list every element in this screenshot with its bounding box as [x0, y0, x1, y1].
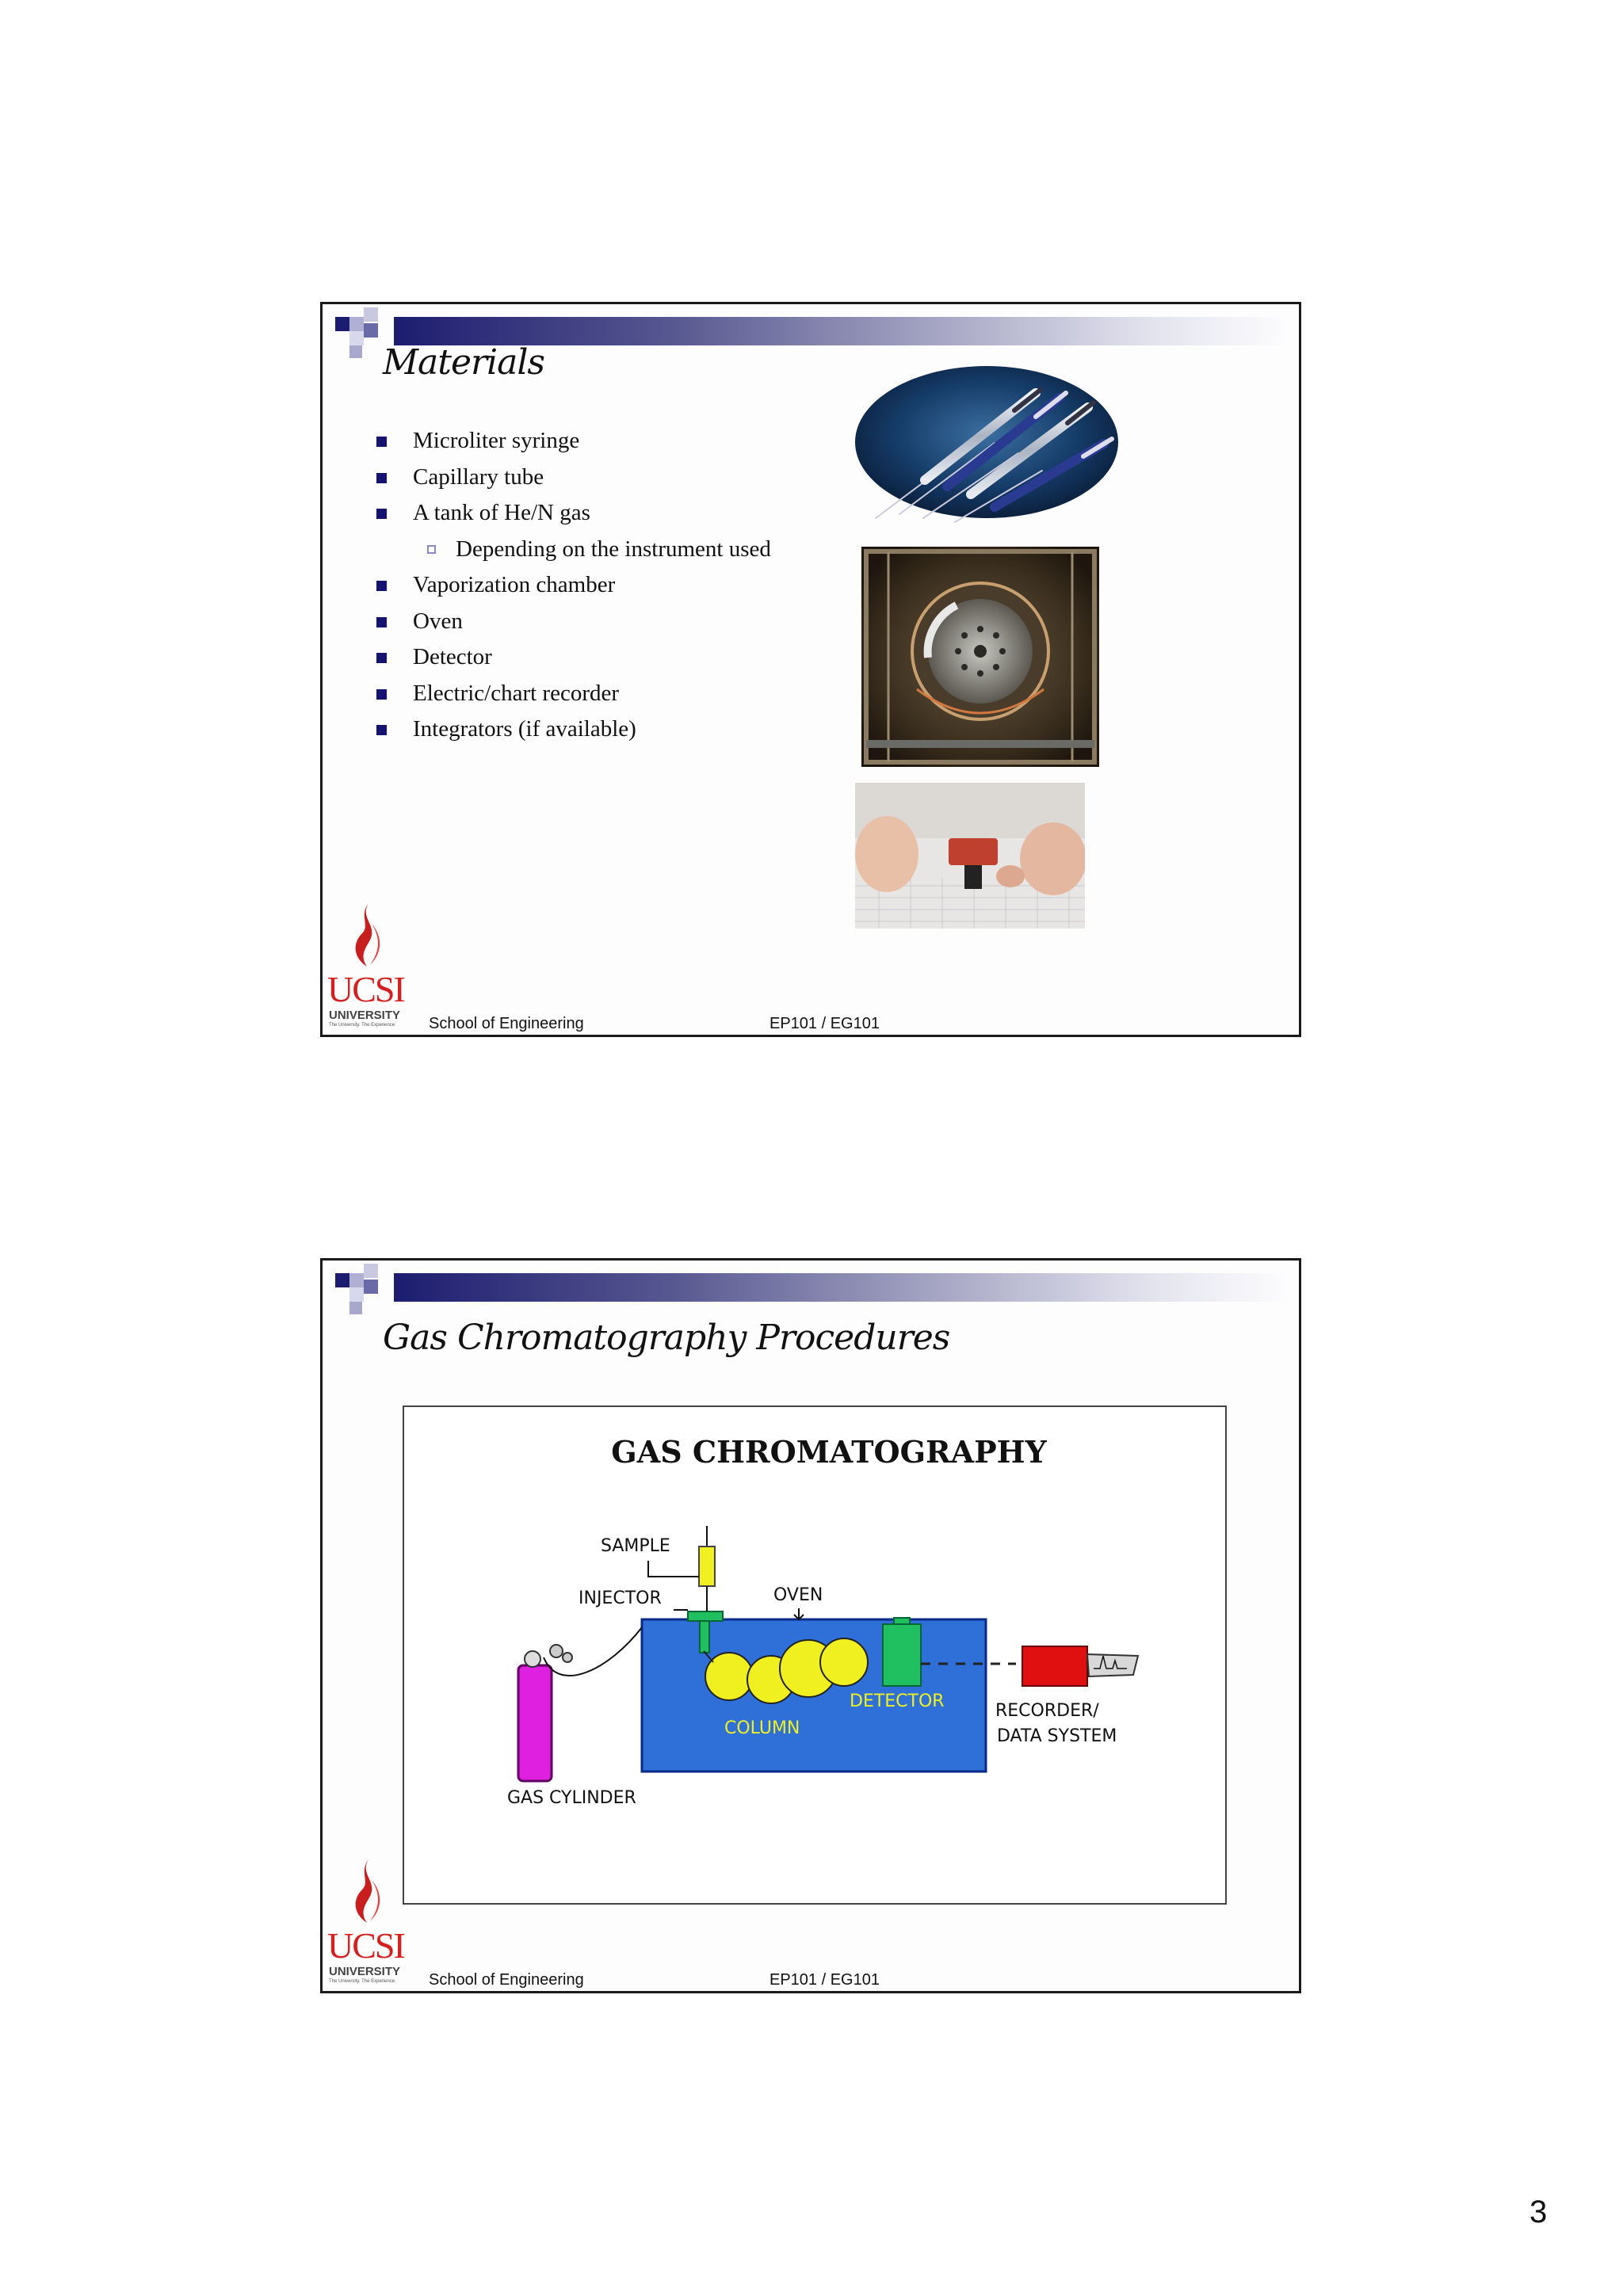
title-bar	[394, 1273, 1289, 1302]
slide-gc-procedures	[320, 1258, 1301, 1993]
slide-title: Materials	[383, 342, 544, 383]
footer-course: EP101 / EG101	[769, 1971, 880, 1989]
label-column: COLUMN	[724, 1718, 800, 1738]
gc-diagram	[403, 1405, 1227, 1905]
injector-port	[688, 1611, 723, 1621]
injection-photo	[855, 783, 1085, 929]
flame-icon	[348, 902, 388, 968]
logo-wordmark: UCSI	[327, 969, 404, 1009]
label-data-system: DATA SYSTEM	[997, 1726, 1117, 1746]
detector-block	[883, 1624, 921, 1686]
list-item: Microliter syringe	[370, 423, 771, 460]
syringes-photo	[852, 360, 1121, 528]
footer-school: School of Engineering	[429, 1971, 584, 1989]
bullet-square-icon	[376, 509, 387, 519]
logo-wordmark: UCSI	[327, 1925, 404, 1966]
label-injector: INJECTOR	[579, 1589, 662, 1608]
slide-title: Gas Chromatography Procedures	[383, 1318, 950, 1358]
bullet-square-icon	[376, 653, 387, 663]
bullet-square-icon	[376, 581, 387, 591]
footer-course: EP101 / EG101	[769, 1015, 880, 1032]
bullet-square-icon	[376, 437, 387, 447]
label-detector: DETECTOR	[850, 1691, 945, 1711]
list-item: Capillary tube	[370, 460, 771, 496]
list-item: Electric/chart recorder	[370, 676, 771, 712]
logo-subtitle: UNIVERSITY	[329, 1009, 401, 1022]
bullet-hollow-square-icon	[427, 545, 436, 554]
diagram-title: GAS CHROMATOGRAPHY	[611, 1434, 1047, 1470]
oven-photo	[861, 547, 1099, 767]
recorder-block	[1022, 1646, 1087, 1686]
label-gas-cylinder: GAS CYLINDER	[507, 1788, 636, 1808]
label-oven: OVEN	[773, 1585, 823, 1605]
list-item: A tank of He/N gas	[370, 495, 771, 532]
logo-tagline: The University. The Experience	[329, 1979, 395, 1984]
sample-syringe	[699, 1547, 715, 1586]
list-item: Detector	[370, 639, 771, 676]
ucsi-logo	[324, 902, 410, 1035]
bullet-square-icon	[376, 689, 387, 700]
list-item: Oven	[370, 604, 771, 640]
gas-cylinder	[518, 1665, 552, 1781]
label-sample: SAMPLE	[601, 1536, 670, 1556]
title-bar	[394, 317, 1289, 345]
bullet-square-icon	[376, 617, 387, 627]
label-recorder: RECORDER/	[995, 1701, 1099, 1721]
logo-subtitle: UNIVERSITY	[329, 1965, 401, 1978]
materials-list	[370, 423, 771, 748]
ucsi-logo	[324, 1858, 410, 1991]
slide-materials	[320, 302, 1301, 1037]
logo-tagline: The University. The Experience	[329, 1023, 395, 1028]
page-number: 3	[1529, 2195, 1548, 2229]
bullet-square-icon	[376, 473, 387, 483]
list-item: Integrators (if available)	[370, 711, 771, 748]
list-item: Vaporization chamber	[370, 567, 771, 604]
bullet-square-icon	[376, 725, 387, 735]
flame-icon	[348, 1858, 388, 1924]
footer-school: School of Engineering	[429, 1015, 584, 1032]
list-subitem: Depending on the instrument used	[370, 532, 771, 568]
gc-diagram-graphic	[404, 1407, 1225, 1903]
